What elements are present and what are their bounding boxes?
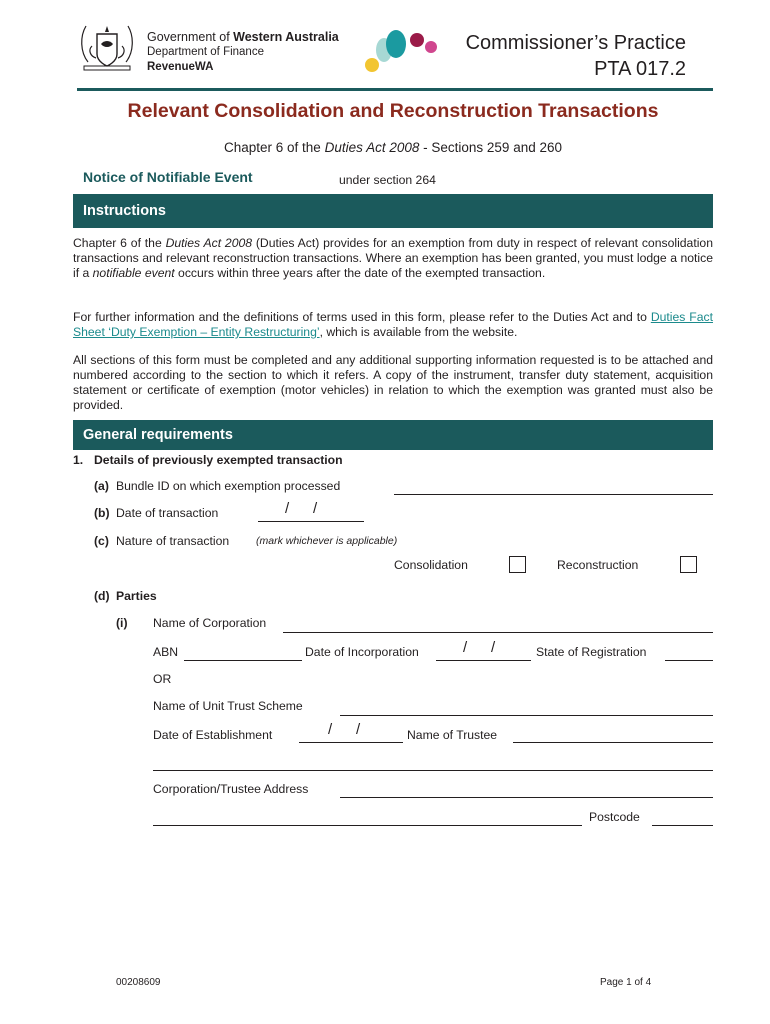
nature-label: Nature of transaction [116,534,230,548]
notice-section: under section 264 [339,173,436,187]
item-b-letter: (b) [94,506,110,520]
bundle-id-label: Bundle ID on which exemption processed [116,479,341,493]
nature-note: (mark whichever is applicable) [256,535,398,547]
state-registration-label: State of Registration [536,645,647,659]
item-a-letter: (a) [94,479,109,493]
trustee-name-continuation-field[interactable] [153,770,713,771]
item-1-number: 1. [73,453,84,467]
department-name: Department of Finance [147,46,264,58]
header-divider [77,88,713,91]
establish-date-slash-2: / [356,721,361,738]
abn-field[interactable] [184,660,302,661]
transaction-date-field[interactable] [258,521,364,522]
state-registration-field[interactable] [665,660,713,661]
consolidation-checkbox[interactable] [509,556,526,573]
incorporation-date-label: Date of Incorporation [305,645,419,659]
instructions-header: Instructions [73,194,713,228]
item-1-label: Details of previously exempted transaction [94,453,343,467]
notice-heading: Notice of Notifiable Event [83,169,253,185]
abn-label: ABN [153,645,179,659]
unit-trust-name-label: Name of Unit Trust Scheme [153,699,303,713]
corporation-name-field[interactable] [283,632,713,633]
reconstruction-checkbox[interactable] [680,556,697,573]
establishment-date-label: Date of Establishment [153,728,273,742]
party-i-number: (i) [116,616,128,630]
bundle-id-field[interactable] [394,494,713,495]
establishment-date-field[interactable] [299,742,403,743]
item-d-letter: (d) [94,589,110,603]
corporation-name-label: Name of Corporation [153,616,267,630]
or-label: OR [153,672,172,686]
form-subtitle: Chapter 6 of the Duties Act 2008 - Sections 259 and 260 [224,140,562,155]
instructions-paragraph-3: All sections of this form must be completed and any additional supporting information requested is to be attached and numbered according to the section to which it refers. A copy of the instrument, transfer duty statement, acquisition statement or certificate of exemption (motor vehicles) in relation to which the exemption was granted must also be provided. [73,353,713,412]
practice-title: Commissioner’s Practice [465,32,686,54]
incorporation-date-field[interactable] [436,660,531,661]
agency-name: RevenueWA [147,61,214,73]
practice-code: PTA 017.2 [594,58,686,80]
address-label: Corporation/Trustee Address [153,782,309,796]
instructions-paragraph-2: For further information and the definitions of terms used in this form, please refer to the Duties Act and to Duties Fact Sheet ‘Duty Exemption – Entity Restructuring’, which is available from the website. [73,310,713,339]
form-code: 00208609 [116,977,161,988]
consolidation-label: Consolidation [394,558,468,572]
parties-label: Parties [116,589,157,603]
item-c-letter: (c) [94,534,109,548]
postcode-label: Postcode [589,810,640,824]
trustee-name-field[interactable] [513,742,713,743]
incorp-date-slash-1: / [463,639,468,656]
incorp-date-slash-2: / [491,639,496,656]
address-field-line-2[interactable] [153,825,582,826]
instructions-paragraph-1: Chapter 6 of the Duties Act 2008 (Duties Act) provides for an exemption from duty in respect of relevant consolidation transactions and relevant reconstruction transactions. Where an exemption has been granted, you must lodge a notice if a notifiable event occurs within three years after the date of the exempted transaction. [73,236,713,280]
government-name: Government of Western Australia [147,30,339,44]
establish-date-slash-1: / [328,721,333,738]
wa-crest-logo [72,22,142,74]
unit-trust-name-field[interactable] [340,715,713,716]
date-slash-2: / [313,500,318,517]
transaction-date-label: Date of transaction [116,506,219,520]
form-title: Relevant Consolidation and Reconstruction Transactions [127,100,659,122]
fact-sheet-link[interactable]: Duties Fact Sheet ‘Duty Exemption – Entity Restructuring’ [73,310,713,339]
general-requirements-header: General requirements [73,420,713,450]
address-field[interactable] [340,797,713,798]
decorative-dots-icon [362,24,442,74]
postcode-field[interactable] [652,825,713,826]
date-slash-1: / [285,500,290,517]
page-number: Page 1 of 4 [600,977,652,988]
trustee-name-label: Name of Trustee [407,728,498,742]
reconstruction-label: Reconstruction [557,558,639,572]
